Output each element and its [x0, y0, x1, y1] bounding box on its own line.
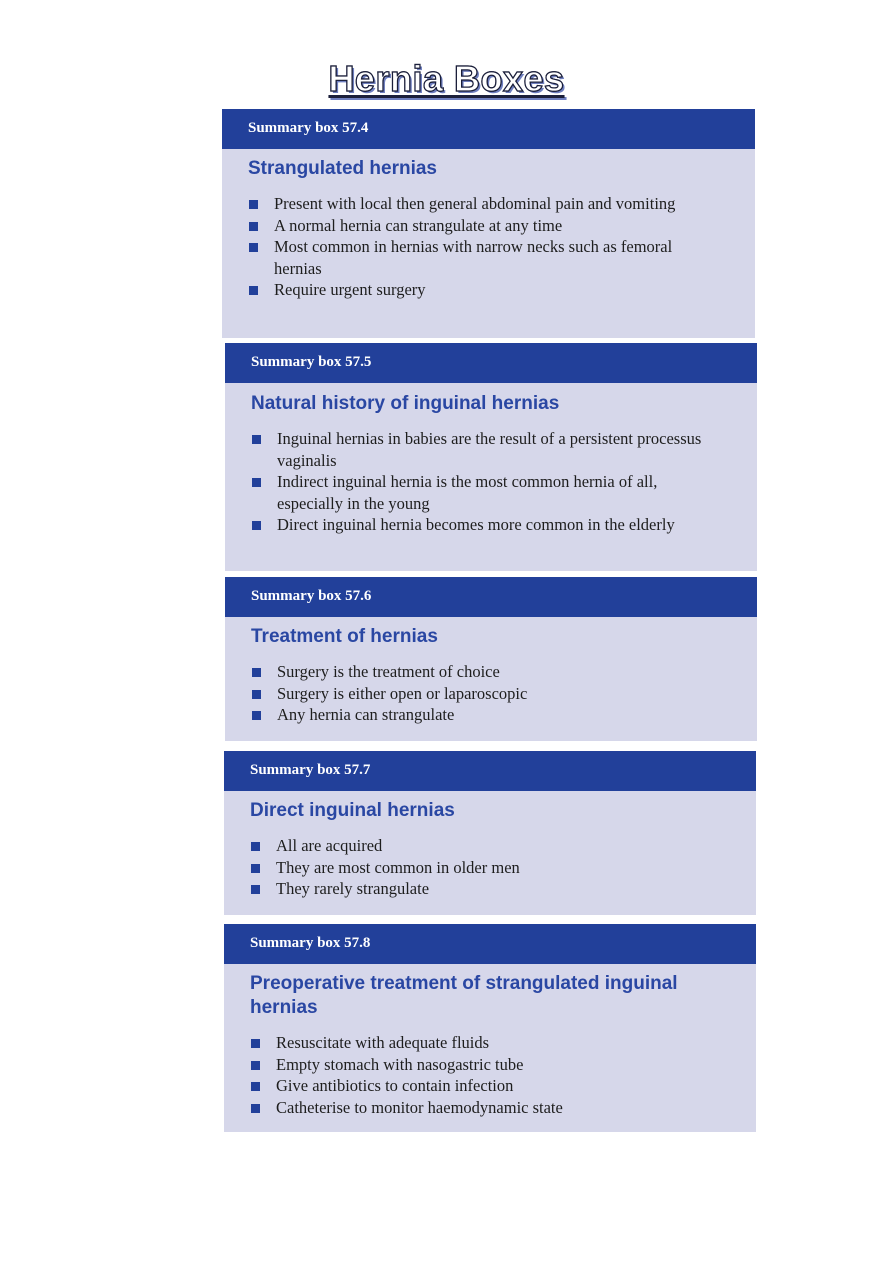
bullet-point: Empty stomach with nasogastric tube: [250, 1054, 730, 1076]
bullet-point: Require urgent surgery: [248, 279, 729, 301]
bullet-point: Resuscitate with adequate fluids: [250, 1032, 730, 1054]
bullet-point: They rarely strangulate: [250, 878, 730, 900]
bullet-point: Surgery is either open or laparoscopic: [251, 683, 731, 705]
bullet-point: All are acquired: [250, 835, 730, 857]
square-bullet-icon: [251, 1104, 260, 1113]
bullet-point: Direct inguinal hernia becomes more common in the elderly: [251, 514, 697, 536]
bullet-point: Inguinal hernias in babies are the result of a persistent processus vaginalis: [251, 428, 717, 471]
square-bullet-icon: [252, 690, 261, 699]
square-bullet-icon: [251, 1082, 260, 1091]
bullet-point: A normal hernia can strangulate at any time: [248, 215, 729, 237]
bullet-point: Present with local then general abdominal pain and vomiting: [248, 193, 694, 215]
square-bullet-icon: [252, 521, 261, 530]
square-bullet-icon: [251, 1039, 260, 1048]
bullet-point: Surgery is the treatment of choice: [251, 661, 731, 683]
summary-box: [224, 751, 756, 915]
summary-box-heading: Strangulated hernias: [248, 158, 437, 179]
bullet-list: [248, 193, 729, 301]
square-bullet-icon: [249, 243, 258, 252]
summary-box-heading: Natural history of inguinal hernias: [251, 393, 560, 414]
square-bullet-icon: [249, 222, 258, 231]
bullet-point: Indirect inguinal hernia is the most common hernia of all, especially in the young: [251, 471, 727, 514]
square-bullet-icon: [251, 864, 260, 873]
summary-box-heading: Preoperative treatment of strangulated inguinal hernias: [250, 973, 678, 1018]
square-bullet-icon: [251, 1061, 260, 1070]
bullet-point: Give antibiotics to contain infection: [250, 1075, 730, 1097]
bullet-list: [251, 428, 731, 536]
summary-box-heading: Treatment of hernias: [251, 626, 438, 647]
bullet-list: [250, 1032, 730, 1118]
bullet-point: Any hernia can strangulate: [251, 704, 731, 726]
bullet-point: They are most common in older men: [250, 857, 730, 879]
bullet-point: Most common in hernias with narrow necks such as femoral hernias: [248, 236, 694, 279]
square-bullet-icon: [252, 711, 261, 720]
summary-box-label: Summary box 57.5: [225, 343, 757, 383]
summary-box: [225, 577, 757, 741]
square-bullet-icon: [252, 668, 261, 677]
summary-box-heading: Direct inguinal hernias: [250, 800, 455, 821]
summary-box-label: Summary box 57.8: [224, 924, 756, 964]
square-bullet-icon: [249, 286, 258, 295]
summary-box-label: Summary box 57.4: [222, 109, 755, 149]
bullet-list: [251, 661, 731, 726]
summary-box-label: Summary box 57.7: [224, 751, 756, 791]
summary-box-label: Summary box 57.6: [225, 577, 757, 617]
square-bullet-icon: [252, 478, 261, 487]
summary-box: [224, 924, 756, 1132]
square-bullet-icon: [252, 435, 261, 444]
page-title: Hernia Boxes: [328, 58, 565, 99]
square-bullet-icon: [251, 885, 260, 894]
square-bullet-icon: [251, 842, 260, 851]
summary-box: [225, 343, 757, 571]
square-bullet-icon: [249, 200, 258, 209]
summary-box: [222, 109, 755, 338]
bullet-point: Catheterise to monitor haemodynamic state: [250, 1097, 730, 1119]
bullet-list: [250, 835, 730, 900]
